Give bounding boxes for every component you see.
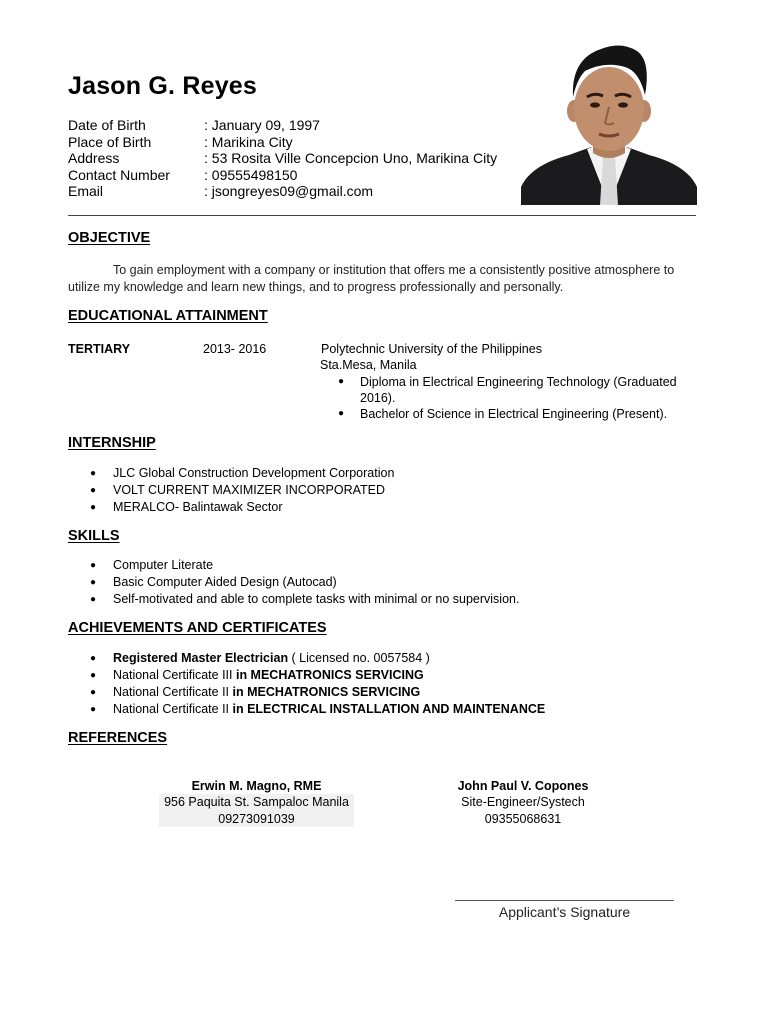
bullet-icon: ● bbox=[90, 468, 97, 479]
header-divider bbox=[68, 215, 696, 216]
reference-position: Site-Engineer/Systech bbox=[461, 795, 585, 809]
education-list bbox=[320, 374, 710, 422]
education-level: TERTIARY bbox=[68, 342, 131, 356]
reference-name: Erwin M. Magno, RME bbox=[191, 779, 322, 793]
education-years: 2013- 2016 bbox=[203, 342, 267, 356]
info-row-dob bbox=[68, 117, 497, 134]
list-item bbox=[68, 667, 708, 684]
info-value: : jsongreyes09@gmail.com bbox=[204, 183, 374, 199]
list-item-text: Diploma in Electrical Engineering Technology (Graduated 2016). bbox=[360, 375, 677, 405]
list-item bbox=[68, 499, 708, 516]
skills-heading: SKILLS bbox=[68, 528, 120, 544]
school-name: Polytechnic University of the Philippines bbox=[321, 342, 542, 356]
signature-label: Applicant’s Signature bbox=[498, 904, 631, 920]
bullet-icon: ● bbox=[90, 670, 97, 681]
list-item-strong: Registered Master Electrician bbox=[113, 651, 289, 665]
info-label: Email bbox=[68, 183, 104, 199]
references-heading: REFERENCES bbox=[68, 730, 168, 746]
achievements-list bbox=[68, 650, 708, 718]
list-item bbox=[320, 374, 710, 406]
list-item bbox=[68, 574, 708, 591]
bullet-icon: ● bbox=[90, 577, 97, 588]
list-item-text: National Certificate III bbox=[113, 668, 236, 682]
info-value: : 09555498150 bbox=[204, 166, 298, 183]
info-row-contact bbox=[68, 167, 497, 184]
list-item bbox=[68, 591, 708, 608]
list-item-text: Bachelor of Science in Electrical Engineering (Present). bbox=[360, 407, 668, 421]
list-item bbox=[68, 701, 708, 718]
portrait-icon bbox=[521, 37, 697, 205]
school-location: Sta.Mesa, Manila bbox=[320, 357, 417, 372]
list-item-text: Computer Literate bbox=[113, 558, 214, 572]
reference-phone: 09355068631 bbox=[484, 811, 562, 826]
list-item-text: National Certificate II bbox=[113, 702, 233, 716]
reference-phone: 09273091039 bbox=[159, 811, 354, 828]
internship-heading: INTERNSHIP bbox=[68, 435, 156, 451]
list-item-text: JLC Global Construction Development Corporation bbox=[113, 466, 395, 480]
list-item bbox=[68, 557, 708, 574]
bullet-icon: ● bbox=[338, 408, 345, 419]
education-heading: EDUCATIONAL ATTAINMENT bbox=[68, 308, 268, 324]
bullet-icon: ● bbox=[90, 653, 97, 664]
list-item-text: ( Licensed no. 0057584 ) bbox=[288, 651, 430, 665]
bullet-icon: ● bbox=[338, 376, 345, 387]
bullet-icon: ● bbox=[90, 502, 97, 513]
objective-text bbox=[68, 262, 704, 296]
list-item bbox=[68, 684, 708, 701]
info-label: Date of Birth bbox=[68, 117, 146, 133]
objective-body: To gain employment with a company or institution that offers me a consistently positive atmosphere to utilize my knowledge and learn new things, and to progress professionally and personally. bbox=[68, 263, 675, 294]
list-item bbox=[320, 406, 710, 422]
list-item-text: Basic Computer Aided Design (Autocad) bbox=[113, 575, 337, 589]
list-item bbox=[68, 650, 708, 667]
achievements-heading: ACHIEVEMENTS AND CERTIFICATES bbox=[68, 620, 327, 636]
reference-2 bbox=[408, 778, 638, 827]
list-item-text: VOLT CURRENT MAXIMIZER INCORPORATED bbox=[113, 483, 386, 497]
list-item-text: Self-motivated and able to complete tasks with minimal or no supervision. bbox=[113, 592, 520, 606]
bullet-icon: ● bbox=[90, 594, 97, 605]
info-value: : 53 Rosita Ville Concepcion Uno, Marikina City bbox=[204, 150, 498, 166]
objective-heading: OBJECTIVE bbox=[68, 230, 151, 246]
reference-address: 956 Paquita St. Sampaloc Manila bbox=[159, 794, 354, 811]
personal-info bbox=[68, 117, 497, 200]
reference-name: John Paul V. Copones bbox=[457, 779, 589, 793]
applicant-name: Jason G. Reyes bbox=[68, 72, 258, 100]
info-row-address bbox=[68, 150, 497, 167]
bullet-icon: ● bbox=[90, 485, 97, 496]
info-value: : Marikina City bbox=[204, 133, 293, 150]
list-item bbox=[68, 465, 708, 482]
info-label: Contact Number bbox=[68, 166, 170, 183]
portrait-photo bbox=[521, 37, 697, 205]
bullet-icon: ● bbox=[90, 560, 97, 571]
info-label: Place of Birth bbox=[68, 133, 152, 150]
list-item-strong: in MECHATRONICS SERVICING bbox=[235, 668, 424, 682]
info-label: Address bbox=[68, 150, 120, 166]
info-value: : January 09, 1997 bbox=[204, 117, 320, 133]
list-item-strong: in ELECTRICAL INSTALLATION AND MAINTENANCE bbox=[232, 702, 546, 716]
list-item bbox=[68, 482, 708, 499]
bullet-icon: ● bbox=[90, 704, 97, 715]
skills-list bbox=[68, 557, 708, 608]
list-item-strong: in MECHATRONICS SERVICING bbox=[232, 685, 421, 699]
list-item-text: National Certificate II bbox=[113, 685, 233, 699]
bullet-icon: ● bbox=[90, 687, 97, 698]
internship-list bbox=[68, 465, 708, 516]
list-item-text: MERALCO- Balintawak Sector bbox=[113, 500, 283, 514]
info-row-pob bbox=[68, 134, 497, 151]
reference-1 bbox=[159, 778, 354, 827]
signature-line bbox=[455, 900, 674, 901]
education-school bbox=[321, 342, 542, 373]
info-row-email bbox=[68, 183, 497, 200]
